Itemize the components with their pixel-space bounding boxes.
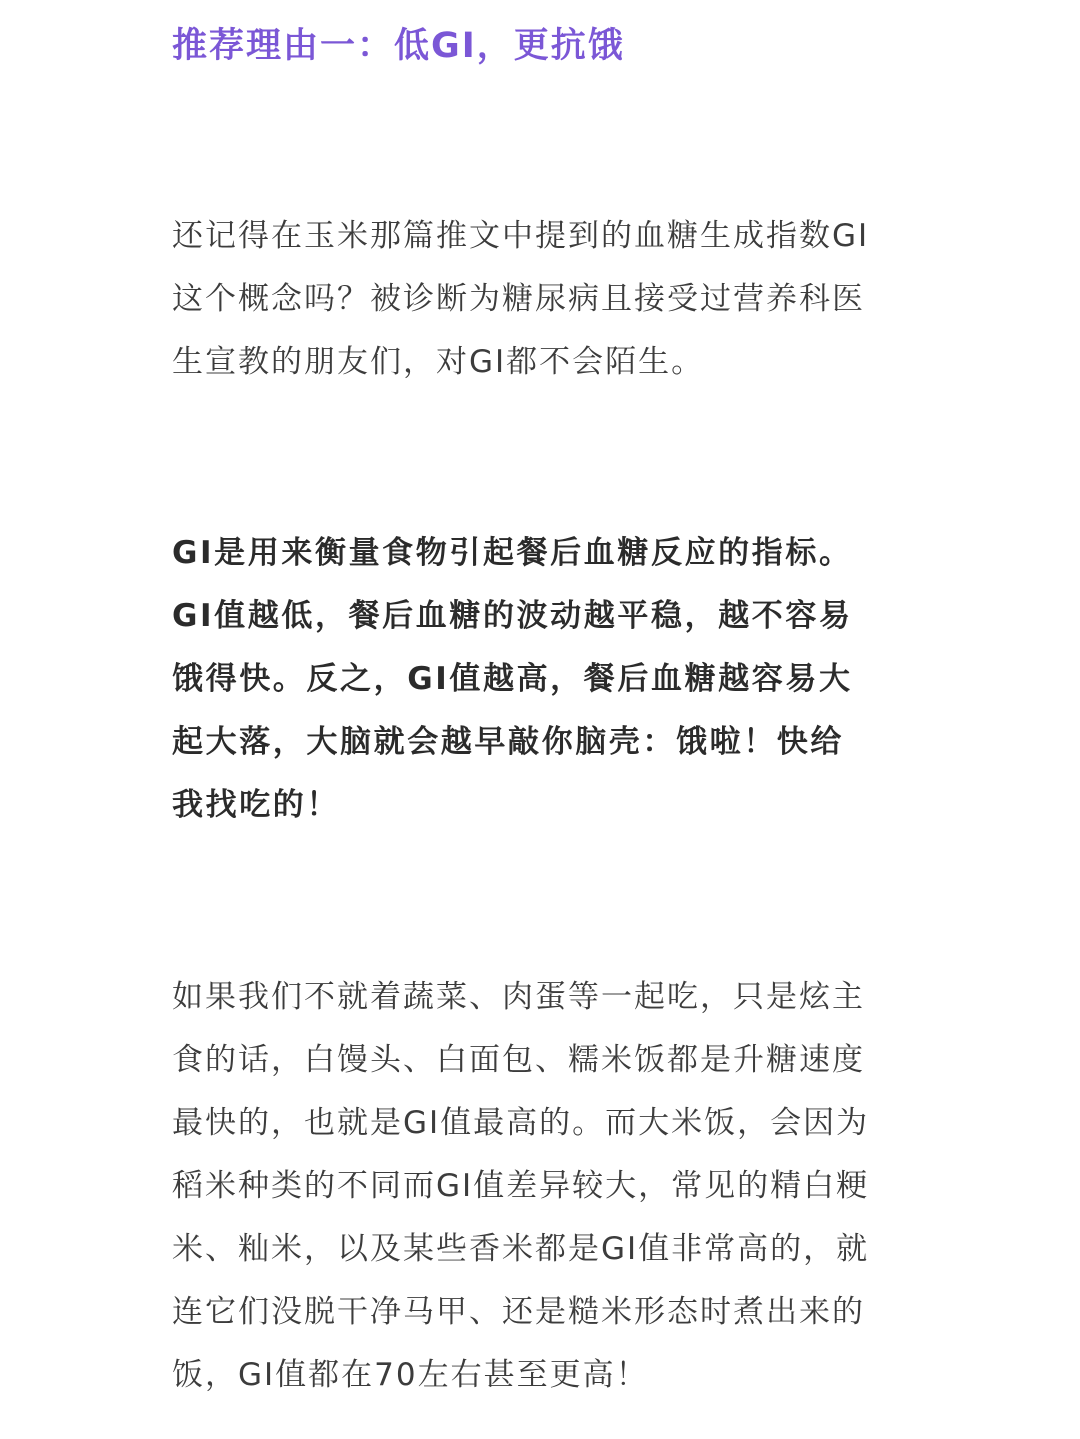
section-heading: 推荐理由一：低GI，更抗饿 [172,26,625,66]
paragraph-line: 最快的，也就是GI值最高的。而大米饭，会因为 [172,1105,870,1141]
paragraph-line: GI是用来衡量食物引起餐后血糖反应的指标。 [172,535,853,571]
paragraph-line: 饭，GI值都在70左右甚至更高！ [172,1357,649,1393]
paragraph-line: 还记得在玉米那篇推文中提到的血糖生成指数GI [172,218,870,254]
intro-paragraph [172,205,912,394]
paragraph-line: 起大落，大脑就会越早敲你脑壳：饿啦！快给 [172,724,844,760]
paragraph-line: 生宣教的朋友们，对GI都不会陌生。 [172,344,705,380]
paragraph-line: 如果我们不就着蔬菜、肉蛋等一起吃，只是炫主 [172,979,865,1015]
paragraph-line: GI值越低，餐后血糖的波动越平稳，越不容易 [172,598,853,634]
staple-food-paragraph [172,966,912,1407]
paragraph-line: 我找吃的！ [172,787,340,823]
paragraph-line: 饿得快。反之，GI值越高，餐后血糖越容易大 [172,661,853,697]
paragraph-line: 食的话，白馒头、白面包、糯米饭都是升糖速度 [172,1042,865,1078]
paragraph-line: 这个概念吗？被诊断为糖尿病且接受过营养科医 [172,281,865,317]
paragraph-line: 米、籼米，以及某些香米都是GI值非常高的，就 [172,1231,870,1267]
paragraph-line: 稻米种类的不同而GI值差异较大，常见的精白粳 [172,1168,870,1204]
paragraph-line: 连它们没脱干净马甲、还是糙米形态时煮出来的 [172,1294,865,1330]
gi-definition-paragraph [172,522,912,837]
